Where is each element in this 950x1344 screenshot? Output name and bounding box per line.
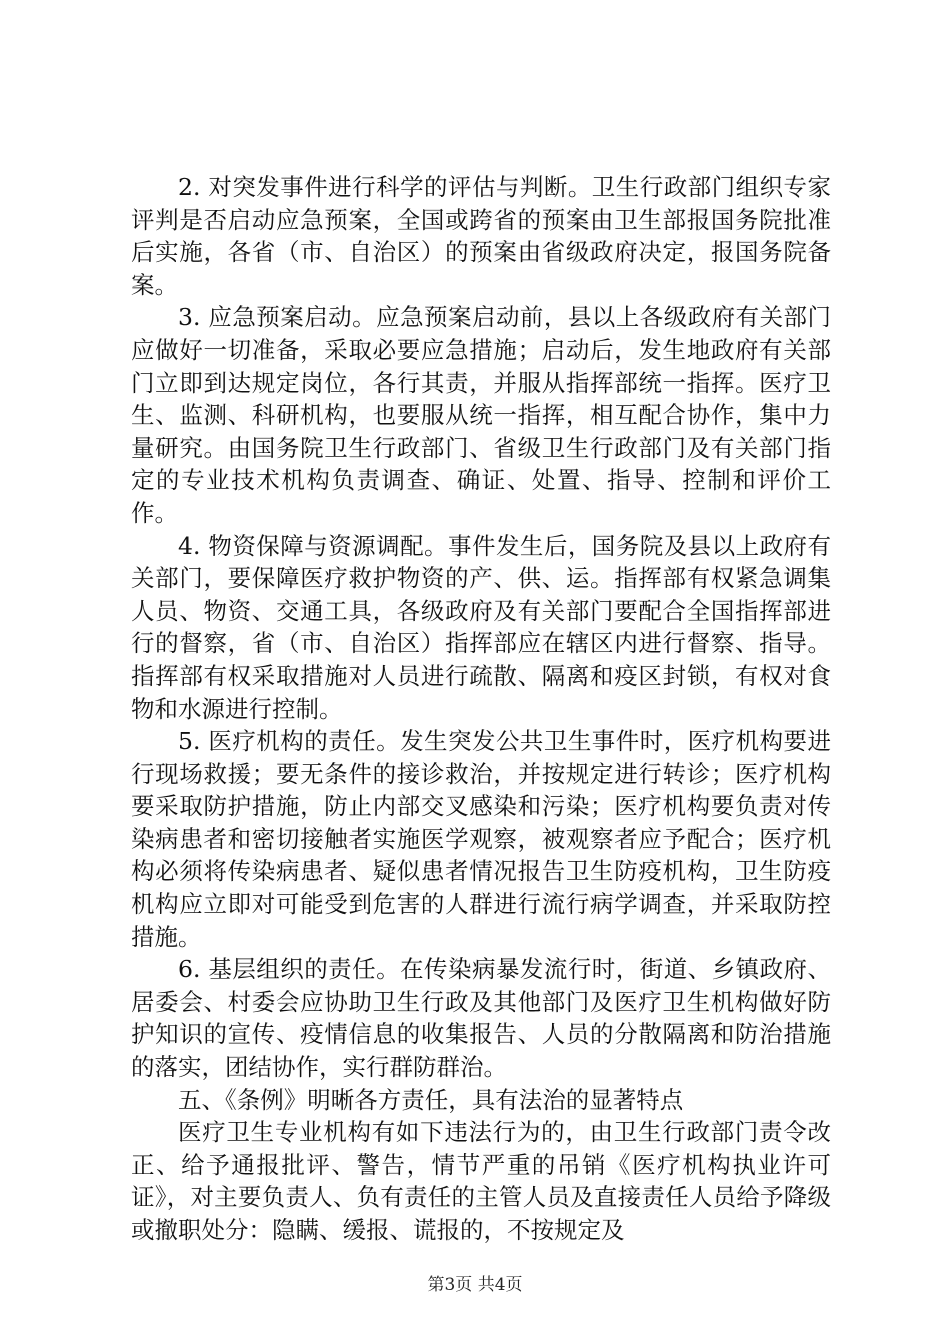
document-body [131, 171, 831, 1247]
paragraph-item-6: 6. 基层组织的责任。在传染病暴发流行时，街道、乡镇政府、居委会、村委会应协助卫生行政及其他部门及医疗卫生机构做好防护知识的宣传、疫情信息的收集报告、人员的分散隔离和防治措施的落实，团结协作，实行群防群治。 [131, 955, 831, 1082]
paragraph-item-4: 4. 物资保障与资源调配。事件发生后，国务院及县以上政府有关部门，要保障医疗救护物资的产、供、运。指挥部有权紧急调集人员、物资、交通工具，各级政府及有关部门要配合全国指挥部进行的督察，省（市、自治区）指挥部应在辖区内进行督察、指导。指挥部有权采取措施对人员进行疏散、隔离和疫区封锁，有权对食物和水源进行控制。 [131, 531, 831, 723]
paragraph-item-2: 2. 对突发事件进行科学的评估与判断。卫生行政部门组织专家评判是否启动应急预案，全国或跨省的预案由卫生部报国务院批准后实施，各省（市、自治区）的预案由省级政府决定，报国务院备案。 [131, 173, 831, 299]
paragraph-item-5: 5. 医疗机构的责任。发生突发公共卫生事件时，医疗机构要进行现场救援；要无条件的接诊救治，并按规定进行转诊；医疗机构要采取防护措施，防止内部交叉感染和污染；医疗机构要负责对传染病患者和密切接触者实施医学观察，被观察者应予配合；医疗机构必须将传染病患者、疑似患者情况报告卫生防疫机构，卫生防疫机构应立即对可能受到危害的人群进行流行病学调查，并采取防控措施。 [131, 727, 831, 951]
page-number-footer: 第3页 共4页 [427, 1275, 523, 1295]
paragraph-item-3: 3. 应急预案启动。应急预案启动前，县以上各级政府有关部门应做好一切准备，采取必要应急措施；启动后，发生地政府有关部门立即到达规定岗位，各行其责，并服从指挥部统一指挥。医疗卫生、监测、科研机构，也要服从统一指挥，相互配合协作，集中力量研究。由国务院卫生行政部门、省级卫生行政部门及有关部门指定的专业技术机构负责调查、确证、处置、指导、控制和评价工作。 [131, 303, 831, 527]
section-heading: 五、《条例》明晰各方责任，具有法治的显著特点 [178, 1085, 684, 1114]
paragraph-liability: 医疗卫生专业机构有如下违法行为的，由卫生行政部门责令改正、给予通报批评、警告，情节严重的吊销《医疗机构执业许可证》，对主要负责人、负有责任的主管人员及直接责任人员给予降级或撤职处分：隐瞒、缓报、谎报的，不按规定及 [131, 1118, 831, 1244]
